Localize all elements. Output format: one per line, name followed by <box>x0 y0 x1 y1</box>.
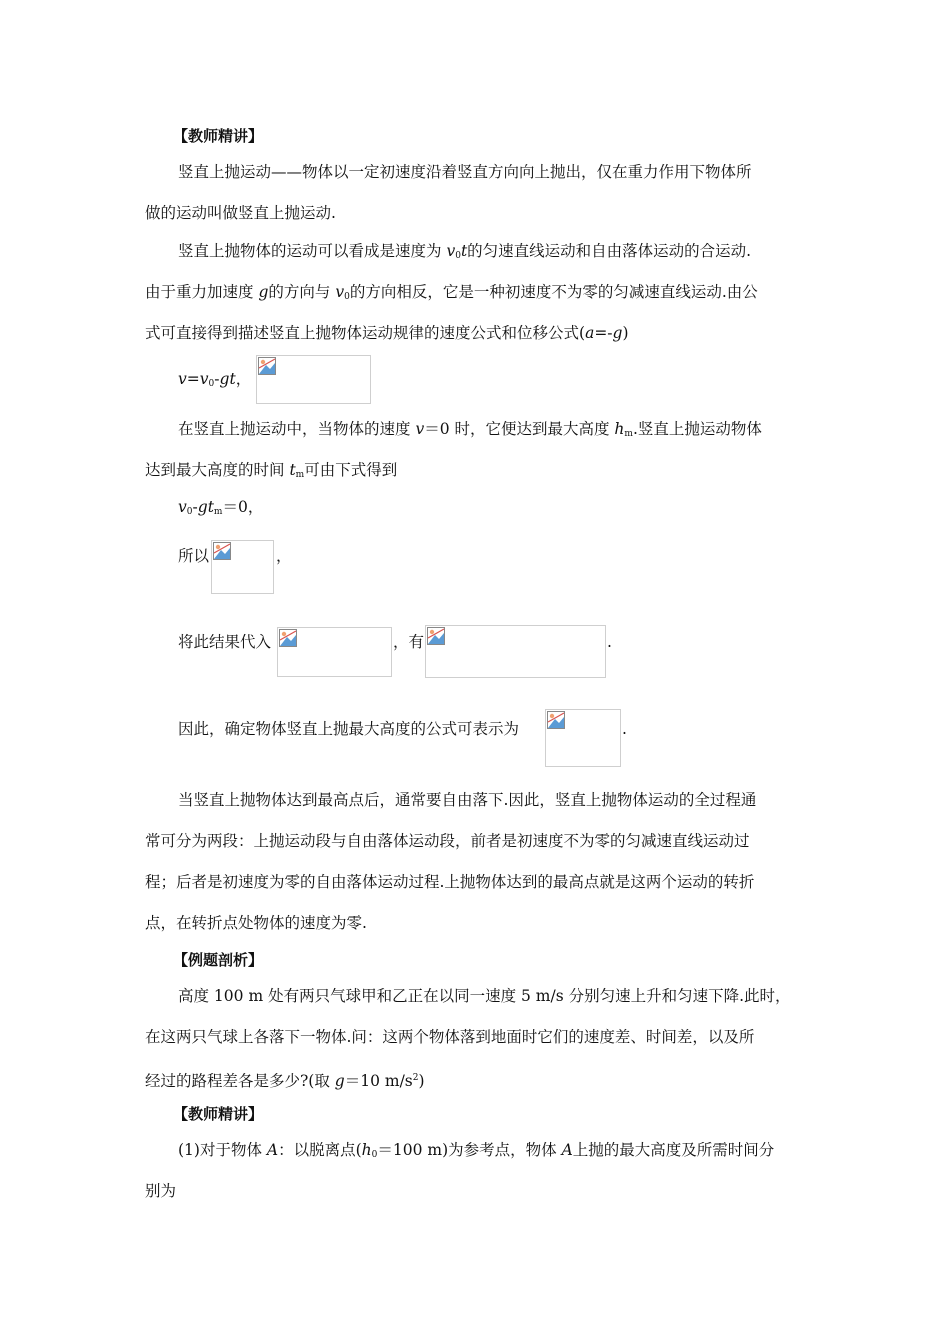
so-tail: ， <box>276 547 292 565</box>
paragraph-line: 竖直上抛物体的运动可以看成是速度为 $v_0t$的匀速直线运动和自由落体运动的合运动. <box>178 242 752 261</box>
period: . <box>607 633 612 651</box>
formula-image-displacement <box>256 355 371 404</box>
paragraph-line: 当竖直上抛物体达到最高点后，通常要自由落下.因此，竖直上抛物体运动的全过程通 <box>178 791 757 809</box>
section-heading-teacher: 【教师精讲】 <box>173 1105 264 1123</box>
paragraph-line: 在竖直上抛运动中，当物体的速度 v＝0 时，它便达到最大高度 $h_m$.竖直上抛运动物体 <box>178 420 762 439</box>
paragraph-line: 做的运动叫做竖直上抛运动. <box>145 204 336 222</box>
period: . <box>622 720 627 738</box>
paragraph-line: 点，在转折点处物体的速度为零. <box>145 914 367 932</box>
broken-image-icon <box>547 711 565 729</box>
paragraph-line: 程；后者是初速度为零的自由落体运动过程.上抛物体达到的最高点就是这两个运动的转折 <box>145 873 755 891</box>
have-label: ，有 <box>393 633 425 651</box>
broken-image-icon <box>258 357 276 375</box>
paragraph-line: 高度 100 m 处有两只气球甲和乙正在以同一速度 5 m/s 分别匀速上升和匀速下降.此时， <box>178 987 791 1005</box>
paragraph-line: 常可分为两段：上抛运动段与自由落体运动段，前者是初速度不为零的匀减速直线运动过 <box>145 832 750 850</box>
formula-image-tm <box>211 540 274 594</box>
formula-velocity: $v=v_0-gt$， <box>178 370 252 389</box>
paragraph-line: 竖直上抛运动——物体以一定初速度沿着竖直方向向上抛出，仅在重力作用下物体所 <box>178 163 752 181</box>
paragraph-line: 别为 <box>145 1182 177 1200</box>
therefore-label: 因此，确定物体竖直上抛最大高度的公式可表示为 <box>178 720 520 738</box>
broken-image-icon <box>427 627 445 645</box>
section-heading-example: 【例题剖析】 <box>173 951 264 969</box>
paragraph-line: 由于重力加速度 g的方向与 $v_0$的方向相反，它是一种初速度不为零的匀减速直线运动.由公 <box>145 283 758 302</box>
paragraph-line: 式可直接得到描述竖直上抛物体运动规律的速度公式和位移公式(a=-g) <box>145 324 629 342</box>
formula-image-hmax <box>545 709 621 767</box>
substitute-label: 将此结果代入 <box>178 633 272 651</box>
so-label: 所以 <box>178 547 210 565</box>
broken-image-icon <box>213 542 231 560</box>
section-heading-teacher: 【教师精讲】 <box>173 127 264 145</box>
formula-image-substitute <box>277 627 392 677</box>
paragraph-line: 经过的路程差各是多少?(取 g＝10 $m/s^2$) <box>145 1072 425 1090</box>
paragraph-line: 达到最大高度的时间 $t_m$可由下式得到 <box>145 461 398 480</box>
formula-top-time: $v_0-gt_m=0$， <box>178 498 264 517</box>
broken-image-icon <box>279 629 297 647</box>
formula-image-result <box>425 625 606 678</box>
paragraph-line: (1)对于物体 A：以脱离点($h_0=100$ m)为参考点，物体 A上抛的最大高度及所需时间分 <box>178 1141 775 1160</box>
paragraph-line: 在这两只气球上各落下一物体.问：这两个物体落到地面时它们的速度差、时间差，以及所 <box>145 1028 755 1046</box>
